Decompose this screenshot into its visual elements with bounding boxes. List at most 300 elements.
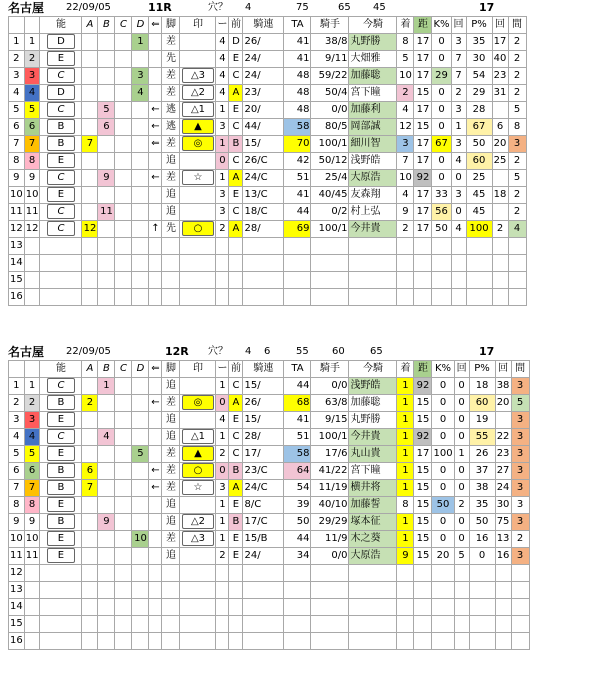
cell-jockey-stat: 9/15	[311, 412, 349, 429]
cell-interval	[511, 565, 529, 582]
cell-jockey-stat	[311, 633, 349, 650]
cell-jockey-stat: 0/0	[311, 102, 349, 119]
cell-interval: 3	[511, 497, 529, 514]
cell-jockey-combo: 23/C	[243, 463, 284, 480]
cell-ta: 69	[284, 221, 311, 238]
cell-ta	[284, 616, 311, 633]
cell-front: E	[229, 412, 243, 429]
cell-ta: 44	[284, 378, 311, 395]
cell-finish: 12	[397, 119, 414, 136]
cell-front: E	[229, 548, 243, 565]
cell-col-b	[98, 446, 115, 463]
cell-ability	[40, 599, 82, 616]
cell-style: 追	[162, 412, 180, 429]
cell-mark	[180, 170, 216, 187]
cell-arrow	[149, 514, 162, 531]
table-row	[9, 136, 527, 153]
cell-col-a	[82, 514, 98, 531]
cell-jockey: 木之葵	[349, 531, 397, 548]
cell-jockey: 丸野勝	[349, 412, 397, 429]
cell-interval: 3	[511, 412, 529, 429]
cell-col-c	[115, 480, 132, 497]
cell-interval	[508, 238, 526, 255]
header-mark: 印	[180, 361, 216, 378]
cell-col-b	[98, 85, 115, 102]
race-table	[8, 360, 530, 650]
cell-style	[162, 289, 180, 306]
cell-horse-no: 8	[24, 153, 40, 170]
ana-label: 穴？	[208, 2, 228, 13]
header-finish: 着	[397, 17, 414, 34]
cell-count-1: 1	[454, 446, 469, 463]
cell-col-d	[132, 136, 149, 153]
cell-style: 差	[162, 395, 180, 412]
cell-k-pct: 0	[432, 429, 454, 446]
cell-dash: 4	[216, 34, 229, 51]
cell-p-pct: 54	[466, 68, 492, 85]
cell-col-c	[115, 51, 132, 68]
cell-horse-no: 2	[24, 51, 40, 68]
cell-mark	[180, 102, 216, 119]
cell-ability	[40, 136, 82, 153]
cell-interval: 2	[508, 85, 526, 102]
cell-ta	[284, 582, 311, 599]
cell-col-b: 11	[98, 204, 115, 221]
cell-p-pct: 45	[466, 204, 492, 221]
cell-arrow	[149, 497, 162, 514]
ability-grade: D	[47, 85, 75, 100]
cell-arrow	[149, 85, 162, 102]
cell-mark	[180, 565, 216, 582]
cell-horse-no: 8	[24, 497, 40, 514]
cell-row-no: 13	[9, 238, 25, 255]
cell-row-no: 14	[9, 599, 25, 616]
header-jockey-combo: 騎連	[243, 361, 284, 378]
cell-ability	[40, 480, 82, 497]
cell-mark	[180, 633, 216, 650]
cell-col-d	[132, 633, 149, 650]
cell-col-a: 7	[82, 480, 98, 497]
cell-k-pct: 50	[432, 221, 451, 238]
header-horse-no	[24, 17, 40, 34]
cell-mark	[180, 412, 216, 429]
cell-k-pct: 33	[432, 187, 451, 204]
cell-style	[162, 272, 180, 289]
cell-col-c	[115, 119, 132, 136]
cell-jockey: 今井貴	[349, 429, 397, 446]
cell-distance	[414, 582, 432, 599]
cell-jockey-combo: 17/	[243, 446, 284, 463]
cell-horse-no: 6	[24, 119, 40, 136]
cell-horse-no	[24, 599, 40, 616]
cell-col-c	[115, 272, 132, 289]
cell-dash	[216, 616, 229, 633]
cell-arrow	[149, 548, 162, 565]
cell-style: 追	[162, 514, 180, 531]
cell-col-d	[132, 395, 149, 412]
cell-jockey-combo: 24/	[243, 548, 284, 565]
cell-horse-no: 11	[24, 548, 40, 565]
cell-row-no: 15	[9, 616, 25, 633]
cell-count-2: 27	[495, 463, 511, 480]
cell-ta: 48	[284, 68, 311, 85]
cell-front: E	[229, 187, 243, 204]
cell-jockey: 宮下瞳	[349, 463, 397, 480]
cell-distance: 17	[414, 187, 432, 204]
cell-count-2: 6	[492, 119, 508, 136]
cell-col-d	[132, 548, 149, 565]
cell-dash: 3	[216, 204, 229, 221]
cell-jockey: 塚本征	[349, 514, 397, 531]
cell-front	[229, 565, 243, 582]
cell-finish: 1	[397, 395, 414, 412]
cell-count-1: 1	[451, 119, 466, 136]
cell-mark	[180, 378, 216, 395]
cell-col-c	[115, 34, 132, 51]
cell-distance	[414, 255, 432, 272]
cell-distance	[414, 599, 432, 616]
race-date: 22/09/05	[66, 346, 111, 357]
cell-ta: 50	[284, 514, 311, 531]
cell-jockey-stat	[311, 272, 349, 289]
cell-p-pct	[466, 255, 492, 272]
cell-ta	[284, 289, 311, 306]
cell-interval: 3	[511, 480, 529, 497]
mark-symbol: ☆	[182, 480, 214, 495]
header-col-a: A	[82, 361, 98, 378]
cell-finish: 10	[397, 170, 414, 187]
cell-ta	[284, 255, 311, 272]
header-finish: 着	[397, 361, 414, 378]
cell-row-no: 16	[9, 289, 25, 306]
cell-jockey-stat: 50/12	[311, 153, 349, 170]
cell-k-pct: 0	[432, 119, 451, 136]
cell-finish: 4	[397, 102, 414, 119]
cell-ability	[40, 412, 82, 429]
cell-ability	[40, 463, 82, 480]
cell-col-b	[98, 599, 115, 616]
cell-interval: 4	[508, 221, 526, 238]
cell-dash: 3	[216, 119, 229, 136]
cell-horse-no	[24, 272, 40, 289]
cell-jockey-combo: 24/	[243, 51, 284, 68]
cell-row-no: 2	[9, 395, 25, 412]
cell-col-c	[115, 565, 132, 582]
cell-col-c	[115, 412, 132, 429]
cell-arrow	[149, 378, 162, 395]
ability-grade: E	[47, 412, 75, 427]
header-horse-no	[24, 361, 40, 378]
cell-finish: 1	[397, 463, 414, 480]
cell-dash: 1	[216, 170, 229, 187]
cell-mark	[180, 68, 216, 85]
cell-jockey: 宮下瞳	[349, 85, 397, 102]
mark-symbol: ▲	[182, 119, 214, 134]
cell-col-c	[115, 463, 132, 480]
cell-distance: 15	[414, 463, 432, 480]
cell-k-pct: 0	[432, 463, 454, 480]
cell-interval: 2	[508, 34, 526, 51]
cell-ta: 41	[284, 412, 311, 429]
cell-distance: 15	[414, 531, 432, 548]
cell-col-d	[132, 204, 149, 221]
cell-count-1	[451, 238, 466, 255]
cell-col-d	[132, 497, 149, 514]
cell-mark	[180, 497, 216, 514]
cell-k-pct: 0	[432, 153, 451, 170]
cell-jockey-stat: 59/22	[311, 68, 349, 85]
cell-col-d	[132, 255, 149, 272]
cell-jockey-stat: 100/1	[311, 221, 349, 238]
cell-ability	[40, 102, 82, 119]
cell-ability	[40, 68, 82, 85]
cell-style: 逃	[162, 119, 180, 136]
venue-label: 名古屋	[8, 1, 45, 15]
cell-distance	[414, 565, 432, 582]
cell-col-c	[115, 238, 132, 255]
table-row	[9, 463, 530, 480]
cell-arrow: ↑	[149, 221, 162, 238]
cell-jockey: 加藤誓	[349, 497, 397, 514]
cell-count-2: 23	[492, 68, 508, 85]
cell-col-d: 3	[132, 68, 149, 85]
cell-col-b	[98, 187, 115, 204]
cell-count-2	[492, 238, 508, 255]
cell-count-1: 4	[451, 153, 466, 170]
cell-arrow: ←	[149, 395, 162, 412]
top-value-1: 55	[296, 346, 309, 357]
header-col-b: B	[98, 361, 115, 378]
cell-count-1	[451, 272, 466, 289]
cell-finish: 8	[397, 497, 414, 514]
cell-count-1: 0	[451, 204, 466, 221]
ability-grade: B	[47, 395, 75, 410]
cell-jockey	[349, 616, 397, 633]
ability-grade: E	[47, 51, 75, 66]
cell-horse-no: 5	[24, 102, 40, 119]
cell-distance: 17	[414, 102, 432, 119]
cell-ta	[284, 633, 311, 650]
cell-count-2	[492, 102, 508, 119]
cell-horse-no: 7	[24, 480, 40, 497]
cell-horse-no: 1	[24, 34, 40, 51]
cell-count-2: 17	[492, 34, 508, 51]
cell-front: C	[229, 429, 243, 446]
ability-grade: E	[47, 446, 75, 461]
cell-col-d: 4	[132, 85, 149, 102]
cell-k-pct	[432, 599, 454, 616]
header-col-b: B	[98, 17, 115, 34]
cell-ability	[40, 119, 82, 136]
cell-count-2	[495, 599, 511, 616]
cell-distance: 17	[414, 68, 432, 85]
cell-p-pct: 26	[469, 446, 495, 463]
cell-distance	[414, 289, 432, 306]
cell-k-pct: 56	[432, 204, 451, 221]
race-number: 12R	[165, 345, 189, 358]
header-col-c: C	[115, 17, 132, 34]
cell-ta: 58	[284, 446, 311, 463]
cell-front: C	[229, 204, 243, 221]
cell-style: 追	[162, 497, 180, 514]
cell-dash: 3	[216, 480, 229, 497]
cell-ta: 41	[284, 34, 311, 51]
cell-jockey-combo: 24/C	[243, 480, 284, 497]
cell-distance: 15	[414, 548, 432, 565]
cell-row-no: 8	[9, 497, 25, 514]
cell-col-c	[115, 85, 132, 102]
cell-jockey-combo: 8/C	[243, 497, 284, 514]
cell-dash: 1	[216, 136, 229, 153]
cell-jockey-combo: 28/	[243, 429, 284, 446]
header-interval: 間	[511, 361, 529, 378]
cell-col-b: 6	[98, 119, 115, 136]
cell-interval: 5	[508, 102, 526, 119]
cell-front: E	[229, 51, 243, 68]
cell-jockey-stat: 40/45	[311, 187, 349, 204]
cell-arrow	[149, 34, 162, 51]
venue-label: 名古屋	[8, 345, 45, 359]
cell-jockey: 加藤聡	[349, 395, 397, 412]
top-value-1: 75	[296, 2, 309, 13]
table-row	[9, 497, 530, 514]
cell-horse-no: 5	[24, 446, 40, 463]
cell-jockey-combo: 15/	[243, 412, 284, 429]
cell-count-2	[495, 565, 511, 582]
cell-col-a	[82, 153, 98, 170]
ana-label: 穴？	[208, 346, 228, 357]
cell-jockey-stat	[311, 599, 349, 616]
cell-finish: 9	[397, 204, 414, 221]
cell-row-no: 5	[9, 102, 25, 119]
cell-row-no: 4	[9, 85, 25, 102]
cell-col-c	[115, 616, 132, 633]
cell-ta: 44	[284, 531, 311, 548]
cell-col-c	[115, 378, 132, 395]
cell-mark	[180, 34, 216, 51]
cell-row-no: 13	[9, 582, 25, 599]
cell-ta: 58	[284, 119, 311, 136]
cell-row-no: 6	[9, 463, 25, 480]
cell-front	[229, 582, 243, 599]
cell-arrow	[149, 51, 162, 68]
cell-col-d	[132, 221, 149, 238]
cell-ability	[40, 34, 82, 51]
header-jockey-stat: 騎手	[311, 361, 349, 378]
cell-dash: 1	[216, 531, 229, 548]
cell-col-b	[98, 531, 115, 548]
cell-col-c	[115, 633, 132, 650]
cell-col-b	[98, 238, 115, 255]
table-row	[9, 272, 527, 289]
cell-front	[229, 599, 243, 616]
cell-finish	[397, 616, 414, 633]
cell-mark	[180, 463, 216, 480]
cell-horse-no: 4	[24, 85, 40, 102]
cell-front: C	[229, 378, 243, 395]
cell-mark	[180, 85, 216, 102]
ability-grade: C	[47, 221, 75, 236]
cell-col-d	[132, 119, 149, 136]
cell-ta	[284, 272, 311, 289]
cell-p-pct: 45	[466, 187, 492, 204]
cell-p-pct: 16	[469, 531, 495, 548]
cell-front: A	[229, 170, 243, 187]
cell-jockey: 丸野勝	[349, 34, 397, 51]
cell-jockey-combo: 26/	[243, 395, 284, 412]
cell-row-no: 12	[9, 221, 25, 238]
cell-p-pct: 55	[469, 429, 495, 446]
cell-arrow: ←	[149, 463, 162, 480]
cell-p-pct: 60	[469, 395, 495, 412]
cell-front: B	[229, 463, 243, 480]
cell-count-2: 2	[492, 221, 508, 238]
cell-jockey-combo	[243, 565, 284, 582]
cell-ability	[40, 85, 82, 102]
cell-col-a	[82, 102, 98, 119]
cell-front	[229, 255, 243, 272]
cell-mark	[180, 429, 216, 446]
cell-ability	[40, 272, 82, 289]
cell-col-b	[98, 51, 115, 68]
header-dash: ー	[216, 361, 229, 378]
cell-count-2: 13	[495, 531, 511, 548]
ability-grade: E	[47, 187, 75, 202]
cell-col-d: 1	[132, 34, 149, 51]
cell-style: 差	[162, 136, 180, 153]
cell-count-2	[492, 170, 508, 187]
cell-count-2: 40	[492, 51, 508, 68]
cell-col-a	[82, 85, 98, 102]
cell-col-b: 9	[98, 514, 115, 531]
cell-col-d	[132, 582, 149, 599]
cell-dash: 1	[216, 429, 229, 446]
cell-ta: 48	[284, 102, 311, 119]
cell-col-a	[82, 255, 98, 272]
cell-style: 差	[162, 463, 180, 480]
race-date: 22/09/05	[66, 2, 111, 13]
header-front: 前	[229, 361, 243, 378]
cell-count-1: 0	[454, 395, 469, 412]
cell-ability	[40, 238, 82, 255]
cell-finish	[397, 633, 414, 650]
cell-count-1	[454, 599, 469, 616]
cell-finish: 3	[397, 136, 414, 153]
cell-row-no: 11	[9, 548, 25, 565]
cell-dash: 2	[216, 446, 229, 463]
cell-count-1	[454, 616, 469, 633]
cell-horse-no: 9	[24, 170, 40, 187]
cell-count-2	[492, 289, 508, 306]
cell-jockey: 友森翔	[349, 187, 397, 204]
cell-arrow	[149, 633, 162, 650]
cell-ta: 39	[284, 497, 311, 514]
cell-style: 追	[162, 548, 180, 565]
cell-count-1: 3	[451, 102, 466, 119]
cell-col-a	[82, 497, 98, 514]
cell-dash	[216, 565, 229, 582]
header-style: 脚	[162, 17, 180, 34]
cell-dash: 4	[216, 51, 229, 68]
mark-symbol: △3	[182, 531, 214, 546]
cell-style: 差	[162, 34, 180, 51]
cell-col-a	[82, 289, 98, 306]
table-row	[9, 255, 527, 272]
cell-jockey	[349, 582, 397, 599]
cell-horse-no: 7	[24, 136, 40, 153]
cell-p-pct: 35	[469, 497, 495, 514]
cell-distance: 15	[414, 514, 432, 531]
